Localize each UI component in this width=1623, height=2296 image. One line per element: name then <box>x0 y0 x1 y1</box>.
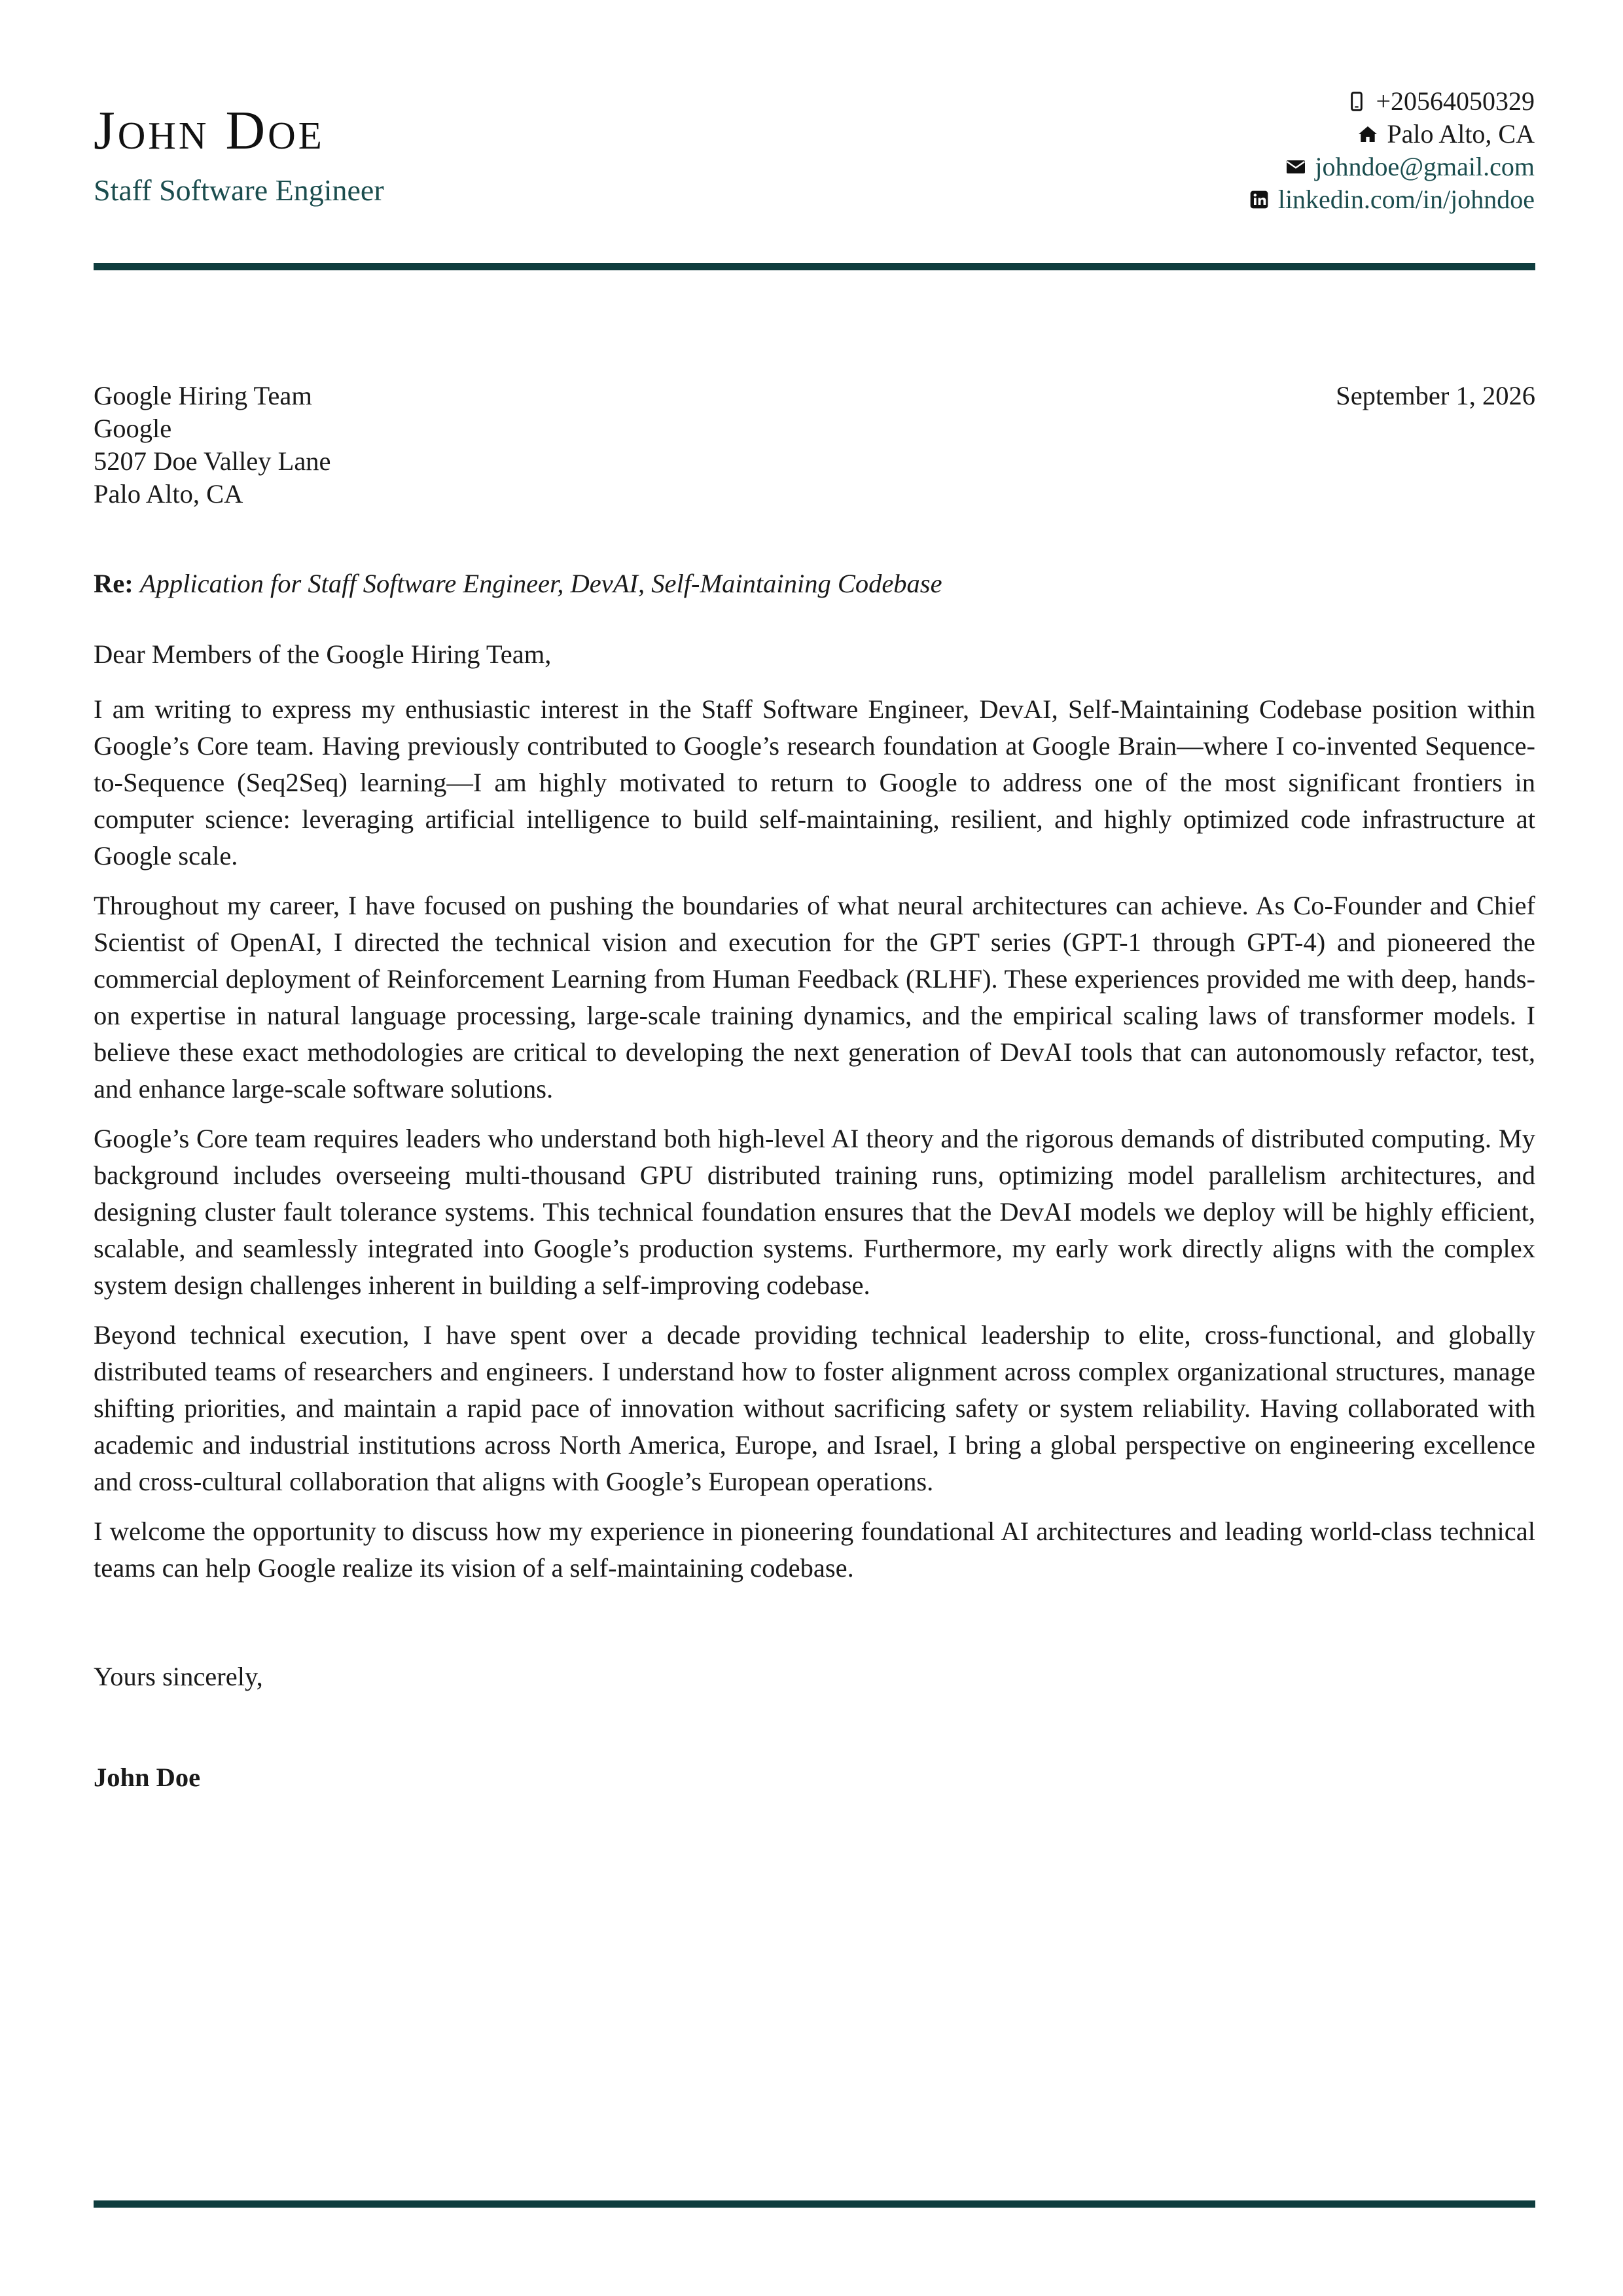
location-text: Palo Alto, CA <box>1387 119 1535 149</box>
recipient-line: Palo Alto, CA <box>94 479 243 509</box>
applicant-name: John Doe <box>94 100 325 161</box>
paragraph: Throughout my career, I have focused on pushing the boundaries of what neural architectures can achieve. As Co-Founder and Chief Scientist of OpenAI, I directed the technical vision and execution for the GPT series (GPT-1 through GPT-4) and pioneered the commercial deployment of Reinforcement Learning from Human Feedback (RLHF). These experiences provided me with deep, hands-on expertise in natural language processing, large-scale training dynamics, and the empirical scaling laws of transformer models. I believe these exact methodologies are critical to developing the next generation of DevAI tools that can autonomously refactor, test, and enhance large-scale software solutions. <box>94 891 1535 1103</box>
contact-info <box>1248 85 1535 216</box>
salutation: Dear Members of the Google Hiring Team, <box>94 639 552 669</box>
recipient-address <box>94 380 331 511</box>
paragraph: Beyond technical execution, I have spent over a decade providing technical leadership to elite, cross-functional, and globally distributed teams of researchers and engineers. I understand how to foster alignment across complex organizational structures, manage shifting priorities, and maintain a rapid pace of innovation without sacrificing safety or system reliability. Having collaborated with academic and industrial institutions across North America, Europe, and Israel, I bring a global perspective on engineering excellence and cross-cultural collaboration that aligns with Google’s European operations. <box>94 1320 1535 1496</box>
mobile-phone-icon <box>1346 90 1368 113</box>
name-block <box>94 85 384 207</box>
paragraph: I welcome the opportunity to discuss how my experience in pioneering foundational AI architectures and leading world-class technical teams can help Google realize its vision of a self-maintaining codebase. <box>94 1516 1535 1583</box>
recipient-line: 5207 Doe Valley Lane <box>94 446 331 476</box>
letter-header <box>94 85 1533 216</box>
paragraph: I am writing to express my enthusiastic interest in the Staff Software Engineer, DevAI, Self-Maintaining Codebase position within Google’s Core team. Having previously contributed to Google’s research foundation at Google Brain—where I co-invented Sequence-to-Sequence (Seq2Seq) learning—I am highly motivated to return to Google to address one of the most significant frontiers in computer science: leveraging artificial intelligence to build self-maintaining, resilient, and highly optimized code infrastructure at Google scale. <box>94 694 1535 870</box>
recipient-row <box>94 380 1535 511</box>
phone-number: +20564050329 <box>1376 86 1535 116</box>
linkedin-link[interactable]: linkedin.com/in/johndoe <box>1277 185 1535 214</box>
applicant-role: Staff Software Engineer <box>94 173 384 207</box>
paragraph: Google’s Core team requires leaders who understand both high-level AI theory and the rigorous demands of distributed computing. My background includes overseeing multi-thousand GPU distributed training runs, optimizing model parallelism architectures, and designing cluster fault tolerance systems. This technical foundation ensures that the DevAI models we deploy will be highly efficient, scalable, and seamlessly integrated into Google’s production systems. Furthermore, my early work directly aligns with the complex system design challenges inherent in building a self-improving codebase. <box>94 1124 1535 1300</box>
email-link[interactable]: johndoe@gmail.com <box>1315 152 1535 181</box>
footer-divider <box>94 2200 1535 2208</box>
recipient-line: Google Hiring Team <box>94 381 312 410</box>
closing: Yours sincerely, <box>94 1662 263 1691</box>
contact-linkedin[interactable] <box>1248 183 1535 216</box>
subject-line <box>94 565 1535 602</box>
subject-label: Re: <box>94 569 134 598</box>
letter-date: September 1, 2026 <box>1336 381 1535 410</box>
signature-name: John Doe <box>94 1763 201 1792</box>
contact-email[interactable] <box>1248 151 1535 183</box>
linkedin-icon <box>1248 188 1270 211</box>
letter-body <box>94 380 1535 1796</box>
home-icon <box>1357 123 1379 145</box>
contact-location <box>1248 118 1535 151</box>
recipient-line: Google <box>94 414 172 443</box>
contact-phone <box>1248 85 1535 118</box>
subject-text: Application for Staff Software Engineer, DevAI, Self-Maintaining Codebase <box>139 569 942 598</box>
envelope-icon <box>1285 156 1307 178</box>
header-divider <box>94 263 1535 270</box>
